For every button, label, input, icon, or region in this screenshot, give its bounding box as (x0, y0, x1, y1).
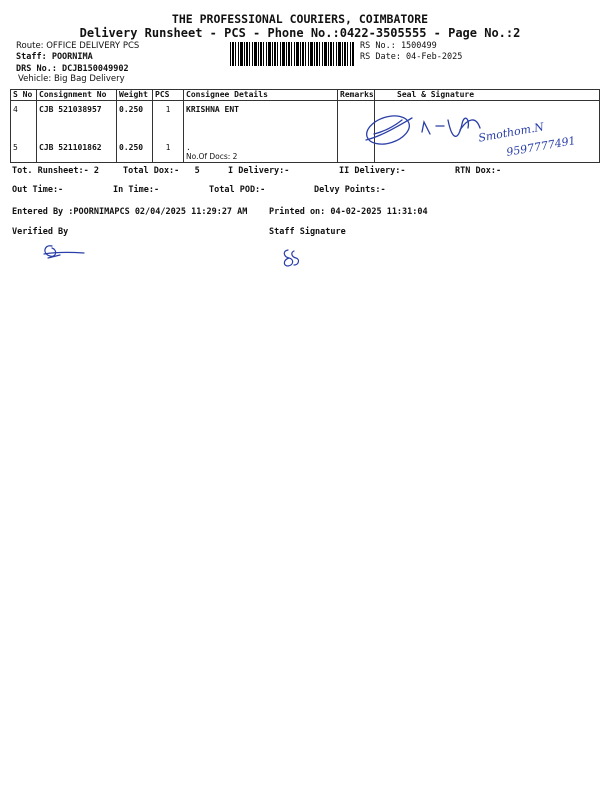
rs-number: RS No.: 1500499 (360, 41, 437, 51)
col-header-consignment: Consignment No (37, 90, 117, 101)
runsheet-title: Delivery Runsheet - PCS - Phone No.:0422-3505555 - Page No.:2 (79, 26, 521, 40)
col-header-consignee: Consignee Details (184, 90, 338, 101)
cell-pcs: 1 (153, 101, 184, 139)
col-header-seal-signature: Seal & Signature (375, 90, 600, 101)
handwritten-name: Smothom.N (477, 120, 545, 145)
cell-consignment: CJB 521038957 (37, 101, 117, 139)
cell-consignee: KRISHNA ENT (184, 101, 338, 139)
cell-consignee-details (184, 139, 338, 163)
staff-label: Staff: POORNIMA (16, 52, 93, 62)
rs-date: RS Date: 04-Feb-2025 (360, 52, 463, 62)
route-label: Route: OFFICE DELIVERY PCS (16, 41, 140, 51)
cell-sno: 5 (11, 139, 37, 163)
table-header-row (11, 90, 600, 101)
printed-on: Printed on: 04-02-2025 11:31:04 (269, 207, 428, 217)
delvy-points: Delvy Points:- (314, 185, 386, 195)
barcode (230, 42, 354, 66)
cell-sno: 4 (11, 101, 37, 139)
drs-label: DRS No.: DCJB150049902 (16, 64, 129, 74)
total-dox: Total Dox:- 5 (123, 166, 200, 176)
in-time: In Time:- (113, 185, 160, 195)
col-header-pcs: PCS (153, 90, 184, 101)
cell-weight: 0.250 (117, 101, 153, 139)
out-time: Out Time:- (12, 185, 64, 195)
verifier-signature-scribble (40, 240, 88, 264)
cell-doc-count: No.Of Docs: 2 (186, 151, 238, 161)
cell-consignee: . (186, 142, 191, 152)
ii-delivery: II Delivery:- (339, 166, 406, 176)
total-pod: Total POD:- (209, 185, 266, 195)
tot-runsheet: Tot. Runsheet:- 2 (12, 166, 99, 176)
cell-pcs: 1 (153, 139, 184, 163)
entered-by: Entered By :POORNIMAPCS 02/04/2025 11:29:27 AM (12, 207, 248, 217)
staff-signature-label: Staff Signature (269, 227, 346, 237)
handwritten-phone: 9597777491 (505, 134, 577, 159)
cell-weight: 0.250 (117, 139, 153, 163)
staff-signature-scribble (280, 247, 302, 271)
i-delivery: I Delivery:- (228, 166, 290, 176)
col-header-sno: S No (11, 90, 37, 101)
company-title: THE PROFESSIONAL COURIERS, COIMBATORE (171, 12, 429, 26)
rtn-dox: RTN Dox:- (455, 166, 502, 176)
col-header-weight: Weight (117, 90, 153, 101)
verified-by-label: Verified By (12, 227, 69, 237)
vehicle-label: Vehicle: Big Bag Delivery (18, 74, 125, 84)
cell-consignment: CJB 521101862 (37, 139, 117, 163)
col-header-remarks: Remarks (338, 90, 375, 101)
